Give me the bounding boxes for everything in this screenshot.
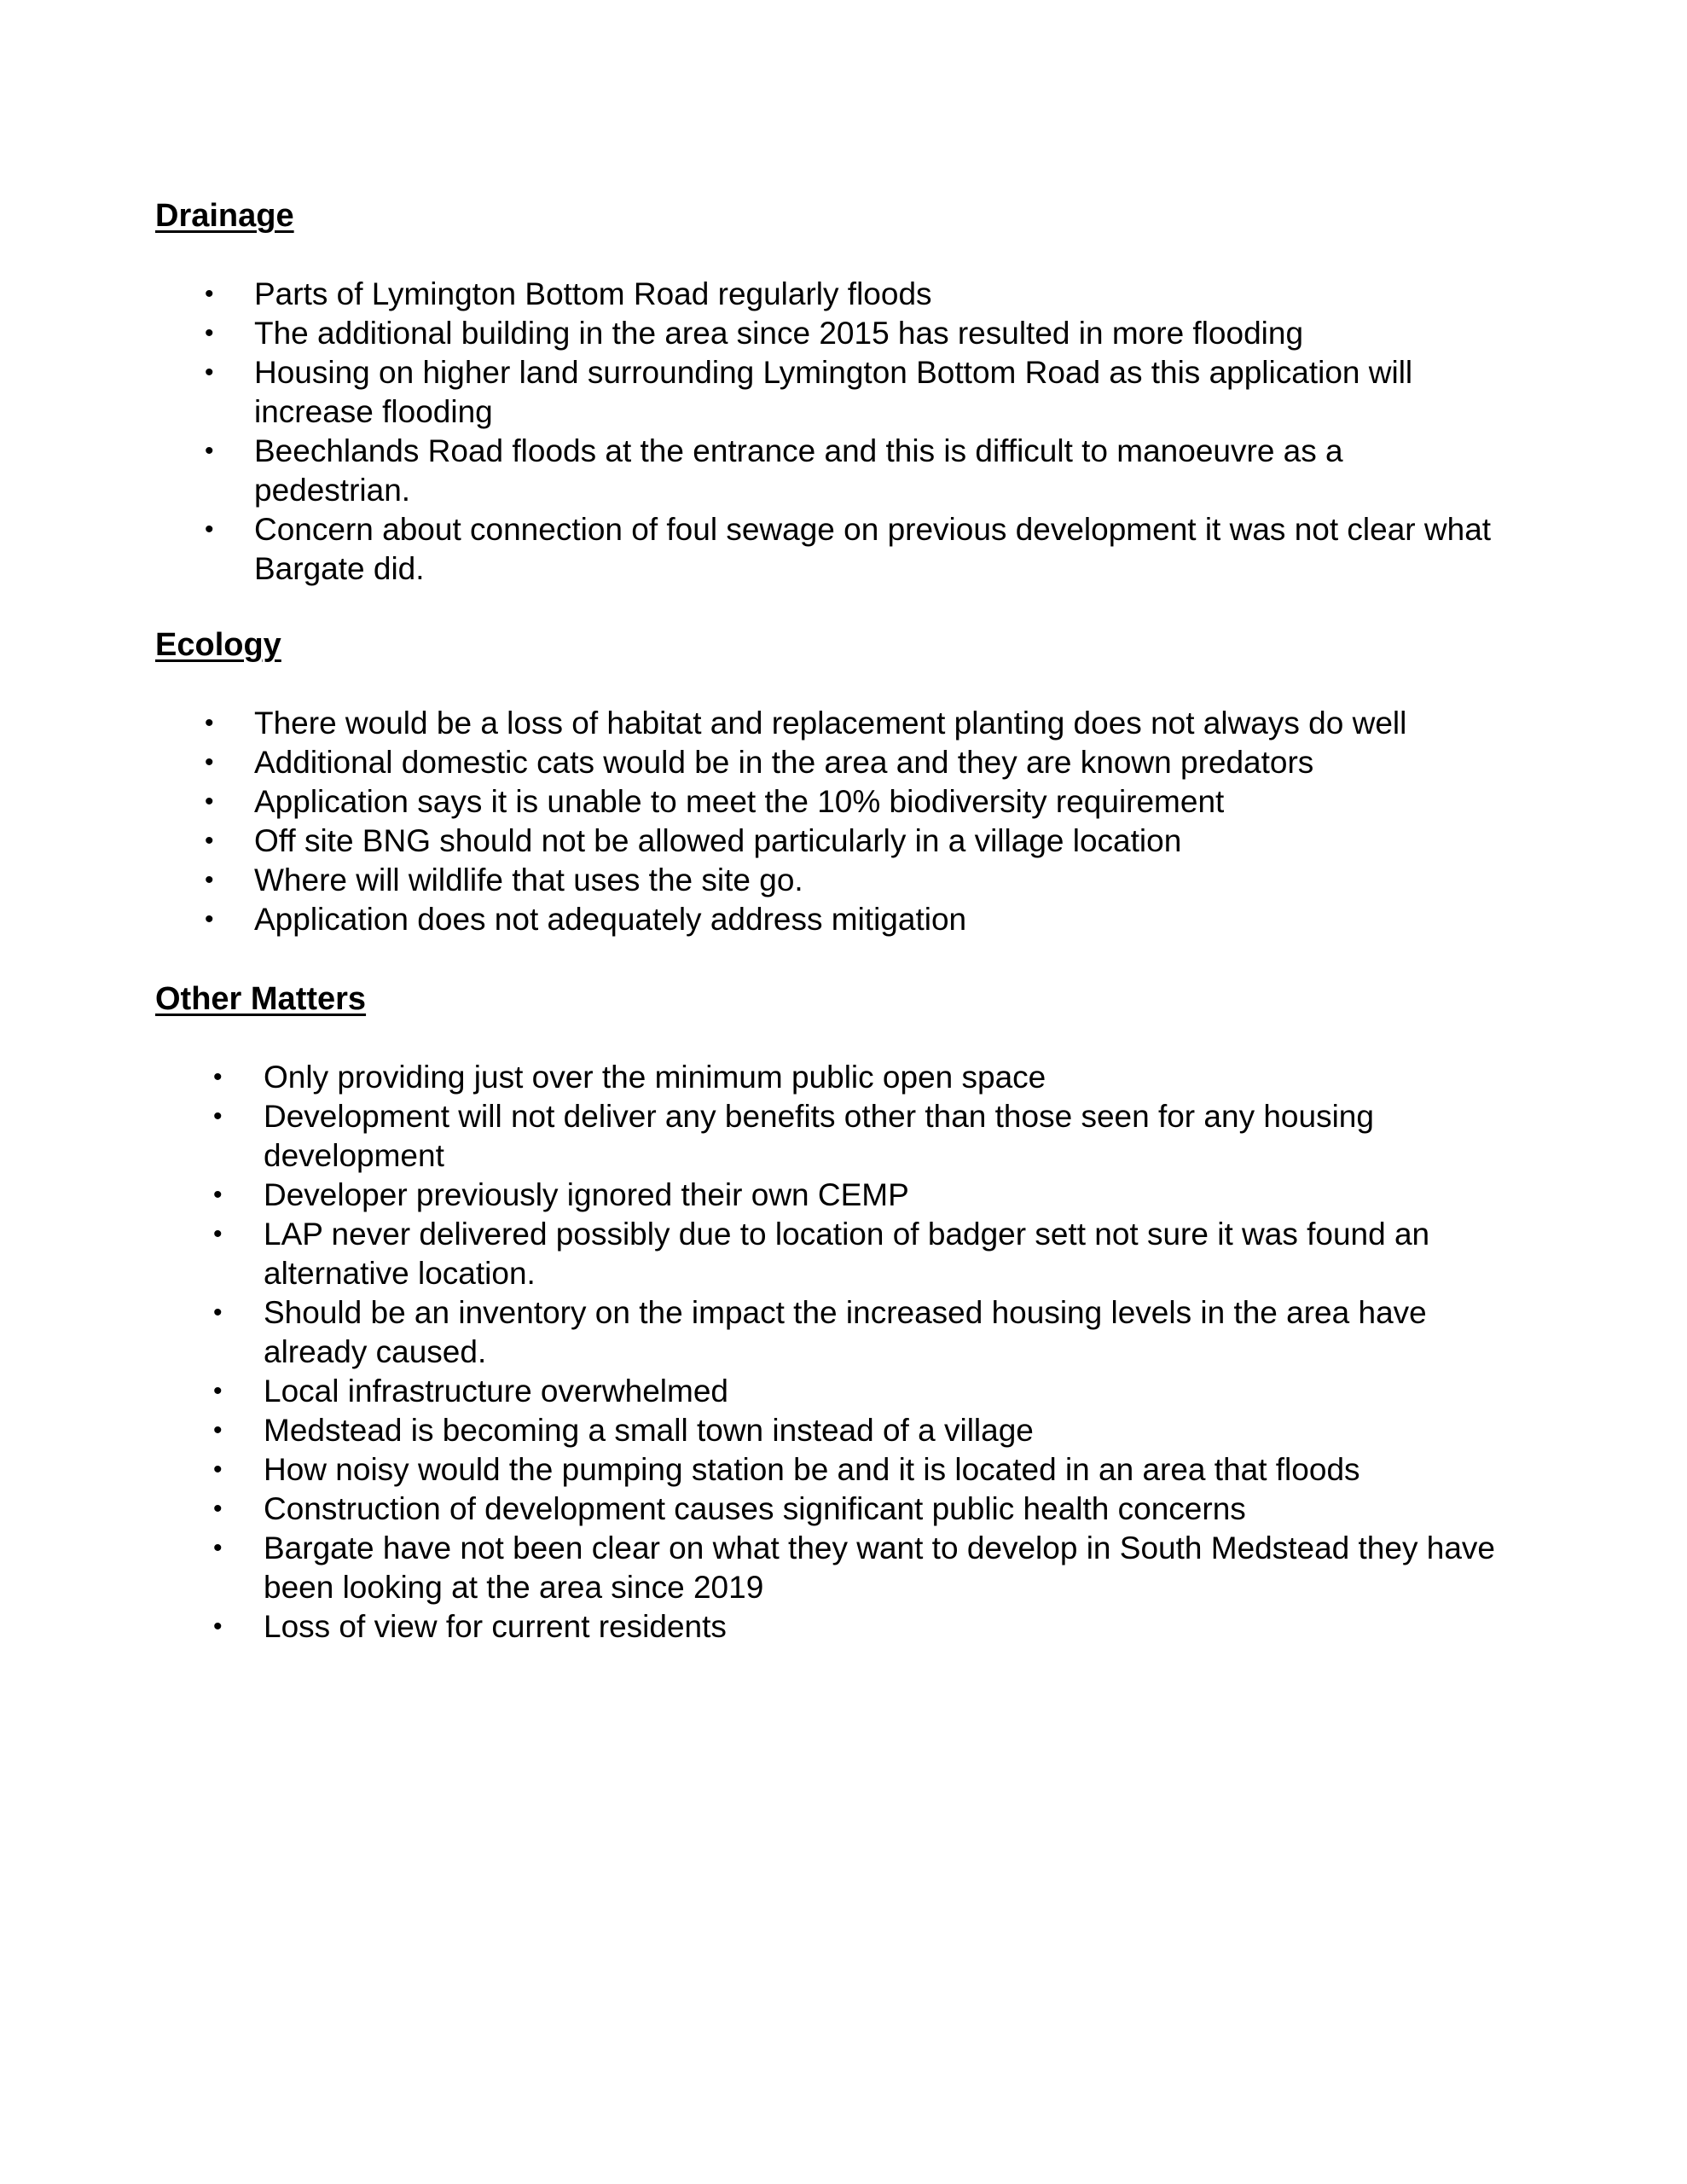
list-item-text: Additional domestic cats would be in the area and they are known predators [254, 745, 1314, 780]
list-item [0, 314, 1687, 353]
list-item-text: Should be an inventory on the impact the increased housing levels in the area have already caused. [264, 1295, 1427, 1369]
list-item-text: Application says it is unable to meet the 10% biodiversity requirement [254, 784, 1225, 819]
section-heading-drainage: Drainage [155, 198, 294, 234]
list-item-text: Development will not deliver any benefits other than those seen for any housing development [264, 1099, 1374, 1173]
list-item-text: Application does not adequately address mitigation [254, 902, 967, 937]
bullet-icon: • [205, 787, 214, 816]
bullet-icon: • [213, 1612, 223, 1641]
bullet-icon: • [213, 1298, 223, 1327]
bullet-icon: • [213, 1220, 223, 1248]
list-item [0, 861, 1687, 900]
list-item-text: Local infrastructure overwhelmed [264, 1374, 728, 1409]
list-item [0, 275, 1687, 314]
list-item [0, 1490, 1687, 1529]
list-item [0, 1607, 1687, 1647]
list-item-text: Where will wildlife that uses the site go. [254, 863, 803, 897]
list-item [0, 1372, 1687, 1411]
list-item-text: Medstead is becoming a small town instead of a village [264, 1413, 1034, 1448]
bullet-list-ecology [0, 704, 1687, 939]
list-item-text: Beechlands Road floods at the entrance and this is difficult to manoeuvre as a pedestrian. [254, 433, 1343, 508]
list-item-text: LAP never delivered possibly due to location of badger sett not sure it was found an alternative location. [264, 1217, 1430, 1291]
bullet-icon: • [213, 1534, 223, 1562]
bullet-icon: • [213, 1063, 223, 1091]
list-item-text: Parts of Lymington Bottom Road regularly floods [254, 276, 932, 311]
bullet-icon: • [213, 1495, 223, 1523]
list-item [0, 353, 1687, 432]
list-item-text: The additional building in the area since 2015 has resulted in more flooding [254, 316, 1304, 351]
list-item [0, 782, 1687, 822]
list-item-text: How noisy would the pumping station be and it is located in an area that floods [264, 1452, 1360, 1487]
list-item-text: Loss of view for current residents [264, 1609, 727, 1644]
bullet-icon: • [213, 1377, 223, 1405]
section-heading-other-matters: Other Matters [155, 981, 367, 1017]
list-item [0, 1215, 1687, 1293]
bullet-icon: • [205, 319, 214, 347]
list-item [0, 432, 1687, 510]
bullet-icon: • [205, 709, 214, 737]
list-item [0, 1293, 1687, 1372]
bullet-icon: • [213, 1455, 223, 1484]
list-item [0, 704, 1687, 743]
bullet-icon: • [213, 1102, 223, 1130]
list-item [0, 1097, 1687, 1176]
list-item-text: Bargate have not been clear on what they want to develop in South Medstead they have been looking at the area since 2019 [264, 1531, 1495, 1605]
bullet-icon: • [205, 905, 214, 933]
list-item [0, 1058, 1687, 1097]
list-item-text: Only providing just over the minimum public open space [264, 1060, 1046, 1095]
bullet-list-drainage [0, 275, 1687, 589]
list-item [0, 1529, 1687, 1607]
list-item-text: There would be a loss of habitat and replacement planting does not always do well [254, 706, 1407, 741]
bullet-icon: • [205, 515, 214, 543]
list-item [0, 1450, 1687, 1490]
list-item-text: Concern about connection of foul sewage on previous development it was not clear what Bargate did. [254, 512, 1492, 586]
list-item [0, 1411, 1687, 1450]
bullet-icon: • [205, 827, 214, 855]
bullet-icon: • [205, 866, 214, 894]
bullet-icon: • [213, 1416, 223, 1444]
list-item [0, 900, 1687, 939]
bullet-icon: • [205, 748, 214, 776]
list-item [0, 743, 1687, 782]
bullet-icon: • [205, 280, 214, 308]
list-item [0, 822, 1687, 861]
section-heading-ecology: Ecology [155, 627, 281, 663]
list-item-text: Construction of development causes significant public health concerns [264, 1491, 1246, 1526]
bullet-icon: • [205, 358, 214, 386]
list-item-text: Developer previously ignored their own CEMP [264, 1177, 909, 1212]
bullet-list-other-matters [0, 1058, 1687, 1647]
bullet-icon: • [213, 1181, 223, 1209]
list-item [0, 510, 1687, 589]
list-item-text: Housing on higher land surrounding Lymington Bottom Road as this application will increase flooding [254, 355, 1413, 429]
list-item [0, 1176, 1687, 1215]
list-item-text: Off site BNG should not be allowed particularly in a village location [254, 823, 1182, 858]
bullet-icon: • [205, 437, 214, 465]
